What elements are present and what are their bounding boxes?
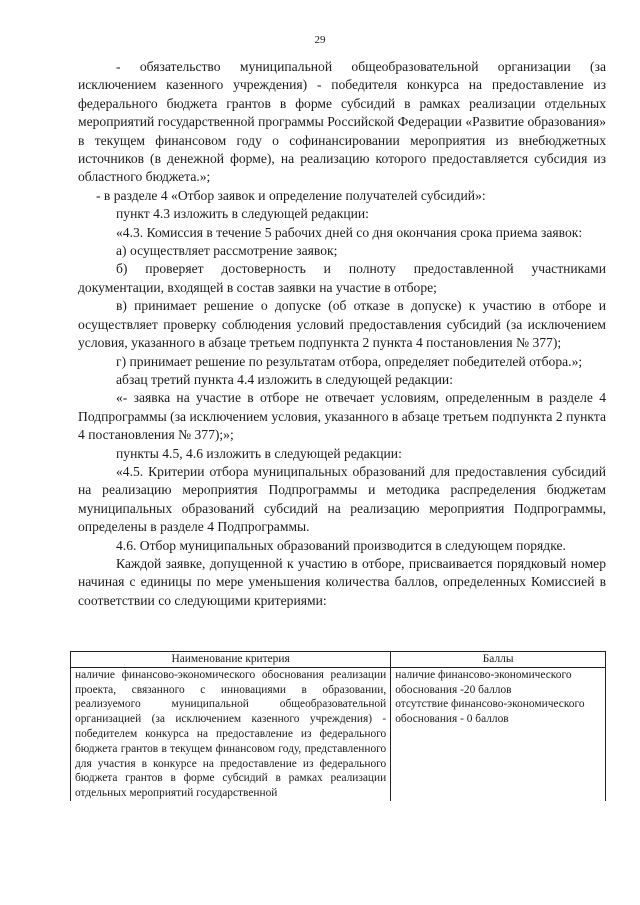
paragraph: «4.5. Критерии отбора муниципальных образований для предоставления субсидий на реализацию мероприятия Подпрограммы и методика распределения бюджетам муниципальных образований субсидий на реализацию мероприятия Подпрограммы, определены в разделе 4 Подпрограммы. xyxy=(78,463,606,535)
paragraph: г) принимает решение по результатам отбора, определяет победителей отбора.»; xyxy=(116,353,583,369)
score-option: наличие финансово-экономического обоснования -20 баллов xyxy=(395,668,572,696)
table-header-row xyxy=(71,652,606,668)
column-header-criterion: Наименование критерия xyxy=(71,652,391,668)
paragraph: «- заявка на участие в отборе не отвечает условиям, определенным в разделе 4 Подпрограммы (за исключением условия, указанного в абзаце третьем подпункта 2 пункта 4 постановления № 377);»; xyxy=(78,390,606,443)
column-header-score: Баллы xyxy=(391,652,606,668)
criterion-cell: наличие финансово-экономического обоснования реализации проекта, связанного с инновациями в образовании, реализуемого муниципальной общеобразовательной организацией (за исключением казенного учреждения) - победителем конкурса на предоставление из федерального бюджета грантов в текущем финансовом году, представленного для участия в конкурсе на предоставление из федерального бюджета грантов в форме субсидий в рамках реализации отдельных мероприятий государственной xyxy=(71,667,391,801)
paragraph: «4.3. Комиссия в течение 5 рабочих дней со дня окончания срока приема заявок: xyxy=(116,224,583,240)
paragraph: а) осуществляет рассмотрение заявок; xyxy=(116,243,338,259)
paragraph: пункт 4.3 изложить в следующей редакции: xyxy=(116,206,369,222)
paragraph: в) принимает решение о допуске (об отказе в допуске) к участию в отборе и осуществляет проверку соблюдения условий предоставления субсидий (за исключением условия, указанного в абзаце третьем подпункта 2 пункта 4 постановления № 377); xyxy=(78,298,606,351)
criteria-table xyxy=(70,651,606,801)
paragraph: - обязательство муниципальной общеобразовательной организации (за исключением казенного учреждения) - победителя конкурса на предоставление из федерального бюджета грантов в форме субсидий в рамках реализации отдельных мероприятий государственной программы Российской Федерации «Развитие образования» в текущем финансовом году о софинансировании мероприятия из внебюджетных источников (в денежной форме), на реализацию которого предоставляется субсидия из областного бюджета.»; xyxy=(78,59,606,185)
page-number: 29 xyxy=(314,34,326,46)
document-body xyxy=(78,58,606,610)
paragraph: б) проверяет достоверность и полноту предоставленной участниками документации, входящей в состав заявки на участие в отборе; xyxy=(78,261,606,295)
table-row xyxy=(71,667,606,801)
paragraph: пункты 4.5, 4.6 изложить в следующей редакции: xyxy=(116,445,402,461)
score-cell xyxy=(391,667,606,801)
paragraph: - в разделе 4 «Отбор заявок и определение получателей субсидий»: xyxy=(96,187,486,203)
paragraph: 4.6. Отбор муниципальных образований производится в следующем порядке. xyxy=(116,537,566,553)
paragraph: Каждой заявке, допущенной к участию в отборе, присваивается порядковый номер начиная с единицы по мере уменьшения количества баллов, определенных Комиссией в соответствии со следующими критериями: xyxy=(78,555,606,608)
paragraph: абзац третий пункта 4.4 изложить в следующей редакции: xyxy=(116,371,453,387)
score-option: отсутствие финансово-экономического обоснования - 0 баллов xyxy=(395,698,585,726)
